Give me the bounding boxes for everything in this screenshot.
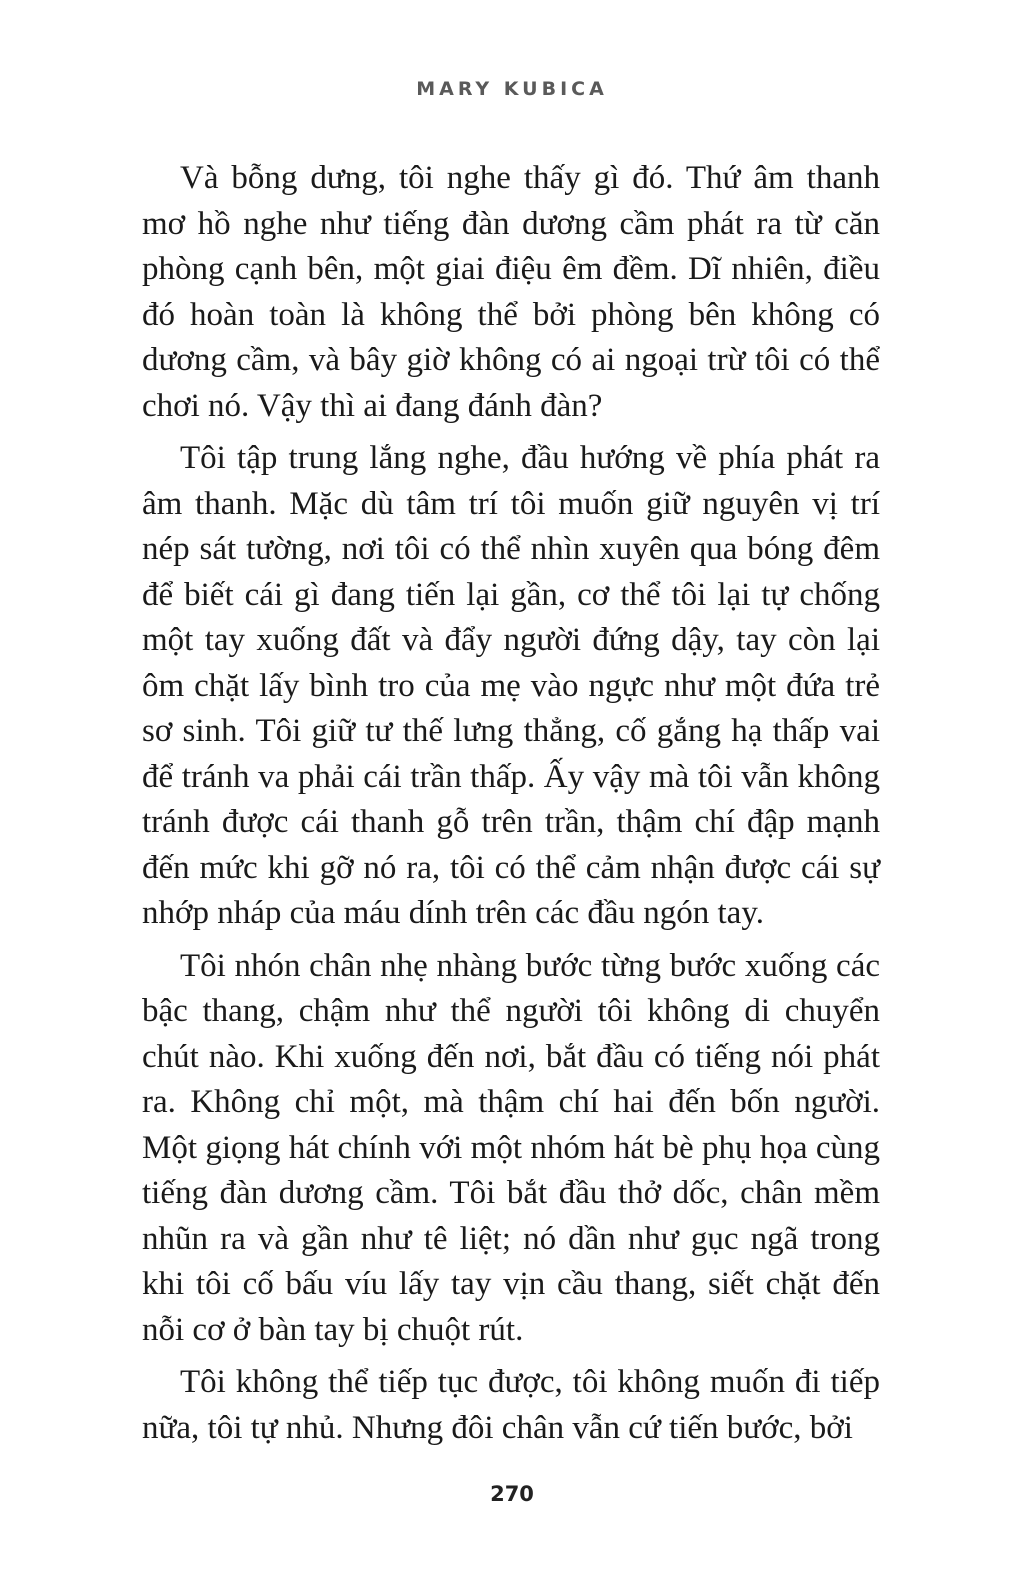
paragraph: Và bỗng dưng, tôi nghe thấy gì đó. Thứ âm thanh mơ hồ nghe như tiếng đàn dương cầm phát ra từ căn phòng cạnh bên, một giai điệu êm đềm. Dĩ nhiên, điều đó hoàn toàn là không thể bởi phòng bên không có dương cầm, và bây giờ không có ai ngoại trừ tôi có thể chơi nó. Vậy thì ai đang đánh đàn? <box>142 160 880 424</box>
paragraph: Tôi tập trung lắng nghe, đầu hướng về phía phát ra âm thanh. Mặc dù tâm trí tôi muốn giữ nguyên vị trí nép sát tường, nơi tôi có thể nhìn xuyên qua bóng đêm để biết cái gì đang tiến lại gần, cơ thể tôi lại tự chống một tay xuống đất và đẩy người đứng dậy, tay còn lại ôm chặt lấy bình tro của mẹ vào ngực như một đứa trẻ sơ sinh. Tôi giữ tư thế lưng thẳng, cố gắng hạ thấp vai để tránh va phải cái trần thấp. Ấy vậy mà tôi vẫn không tránh được cái thanh gỗ trên trần, thậm chí đập mạnh đến mức khi gỡ nó ra, tôi có thể cảm nhận được cái sự nhớp nháp của máu dính trên các đầu ngón tay. <box>142 440 880 931</box>
paragraph: Tôi nhón chân nhẹ nhàng bước từng bước xuống các bậc thang, chậm như thể người tôi không di chuyển chút nào. Khi xuống đến nơi, bắt đầu có tiếng nói phát ra. Không chỉ một, mà thậm chí hai đến bốn người. Một giọng hát chính với một nhóm hát bè phụ họa cùng tiếng đàn dương cầm. Tôi bắt đầu thở dốc, chân mềm nhũn ra và gần như tê liệt; nó dần như gục ngã trong khi tôi cố bấu víu lấy tay vịn cầu thang, siết chặt đến nỗi cơ ở bàn tay bị chuột rút. <box>142 947 880 1348</box>
body-text <box>142 156 880 1458</box>
paragraph: Tôi không thể tiếp tục được, tôi không muốn đi tiếp nữa, tôi tự nhủ. Nhưng đôi chân vẫn cứ tiến bước, bởi <box>142 1364 880 1446</box>
page-number: 270 <box>490 1482 534 1506</box>
running-head-author: MARY KUBICA <box>416 78 608 100</box>
